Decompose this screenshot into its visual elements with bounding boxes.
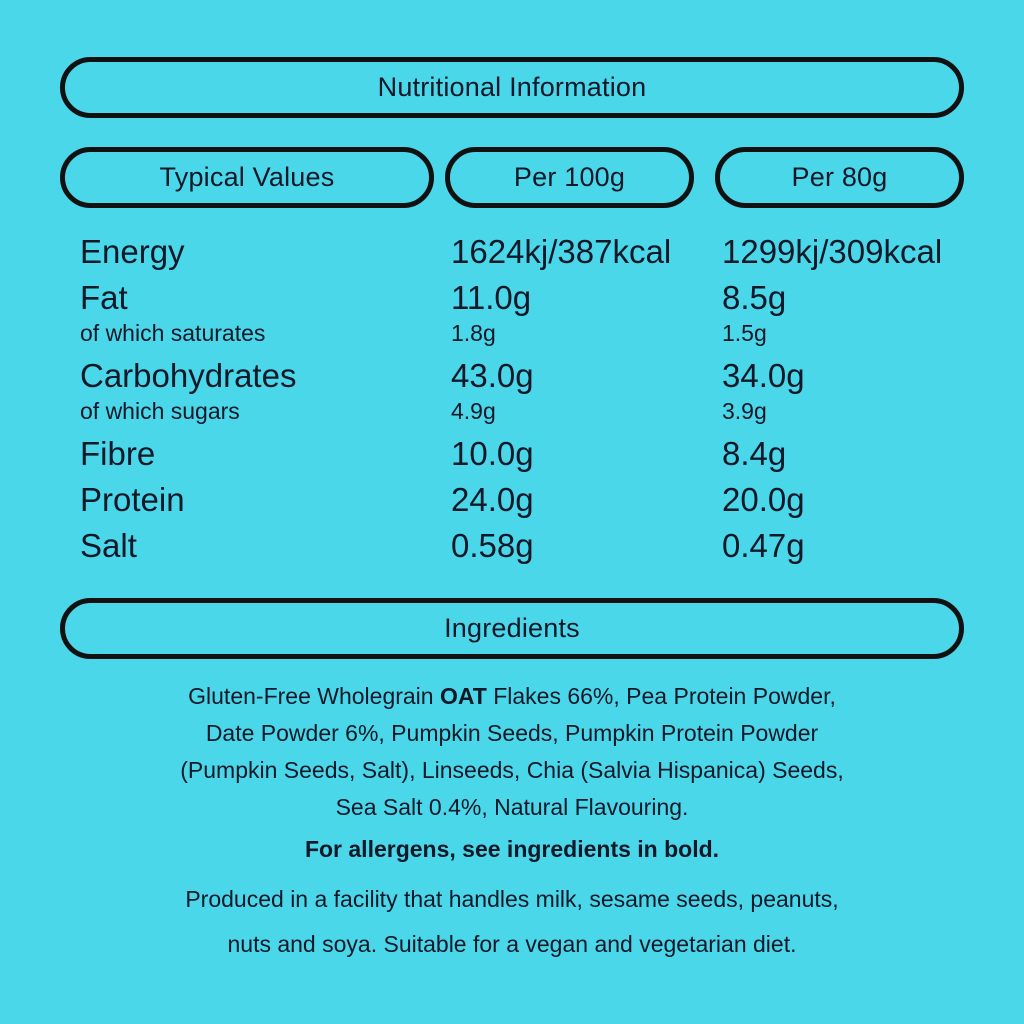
- per-100g-label: Per 100g: [513, 162, 626, 192]
- row-label: Salt: [80, 527, 137, 564]
- ingredients-line-2: Date Powder 6%, Pumpkin Seeds, Pumpkin Protein Powder: [205, 720, 819, 746]
- row-label: Fat: [80, 279, 128, 316]
- nutrition-row-sugars: [80, 398, 980, 426]
- ingredients-line-1-end: Flakes 66%, Pea Protein Powder,: [486, 683, 836, 709]
- row-label: Carbohydrates: [80, 357, 297, 394]
- ingredients-line-4: Sea Salt 0.4%, Natural Flavouring.: [335, 794, 689, 820]
- typical-values-label: Typical Values: [159, 162, 335, 192]
- nutrition-title-text: Nutritional Information: [377, 72, 647, 102]
- nutrition-row-carbohydrates: [80, 357, 980, 397]
- row-per100: 24.0g: [451, 481, 534, 518]
- per-80g-label: Per 80g: [791, 162, 888, 192]
- row-per80: 8.5g: [722, 279, 787, 316]
- row-per80: 3.9g: [722, 398, 767, 424]
- row-label: of which saturates: [80, 320, 266, 346]
- nutrition-row-saturates: [80, 320, 980, 348]
- row-label: Fibre: [80, 435, 156, 472]
- row-label: of which sugars: [80, 398, 240, 424]
- row-per100: 10.0g: [451, 435, 534, 472]
- row-per80: 8.4g: [722, 435, 787, 472]
- row-per80: 20.0g: [722, 481, 805, 518]
- ingredients-heading-text: Ingredients: [444, 613, 580, 643]
- row-per100: 1624kj/387kcal: [451, 233, 672, 270]
- ingredients-heading: [60, 598, 964, 659]
- ingredients-line-1: [60, 678, 964, 715]
- nutrition-row-energy: [80, 233, 980, 273]
- nutrition-title: [60, 57, 964, 118]
- typical-values-header: [60, 147, 434, 208]
- per-80g-header: [715, 147, 964, 208]
- ingredients-line-3: (Pumpkin Seeds, Salt), Linseeds, Chia (Salvia Hispanica) Seeds,: [180, 757, 844, 783]
- ingredients-line-1-start: Gluten-Free Wholegrain: [188, 683, 440, 709]
- nutrition-row-protein: [80, 481, 980, 521]
- facility-line-2: nuts and soya. Suitable for a vegan and vegetarian diet.: [227, 931, 797, 957]
- allergen-note: For allergens, see ingredients in bold.: [304, 836, 720, 862]
- facility-note: [60, 877, 964, 967]
- row-per100: 11.0g: [451, 279, 532, 316]
- row-per100: 0.58g: [451, 527, 534, 564]
- nutrition-row-fibre: [80, 435, 980, 475]
- nutrition-row-salt: [80, 527, 980, 567]
- row-per100: 1.8g: [451, 320, 496, 346]
- row-per80: 1299kj/309kcal: [722, 233, 943, 270]
- ingredients-list: [60, 678, 964, 826]
- facility-line-1: Produced in a facility that handles milk, sesame seeds, peanuts,: [185, 886, 839, 912]
- row-per80: 0.47g: [722, 527, 805, 564]
- row-per100: 43.0g: [451, 357, 534, 394]
- row-label: Energy: [80, 233, 185, 270]
- nutrition-row-fat: [80, 279, 980, 319]
- row-per80: 34.0g: [722, 357, 805, 394]
- row-per100: 4.9g: [451, 398, 496, 424]
- per-100g-header: [445, 147, 694, 208]
- row-label: Protein: [80, 481, 185, 518]
- allergen-oat: OAT: [439, 683, 487, 709]
- row-per80: 1.5g: [722, 320, 767, 346]
